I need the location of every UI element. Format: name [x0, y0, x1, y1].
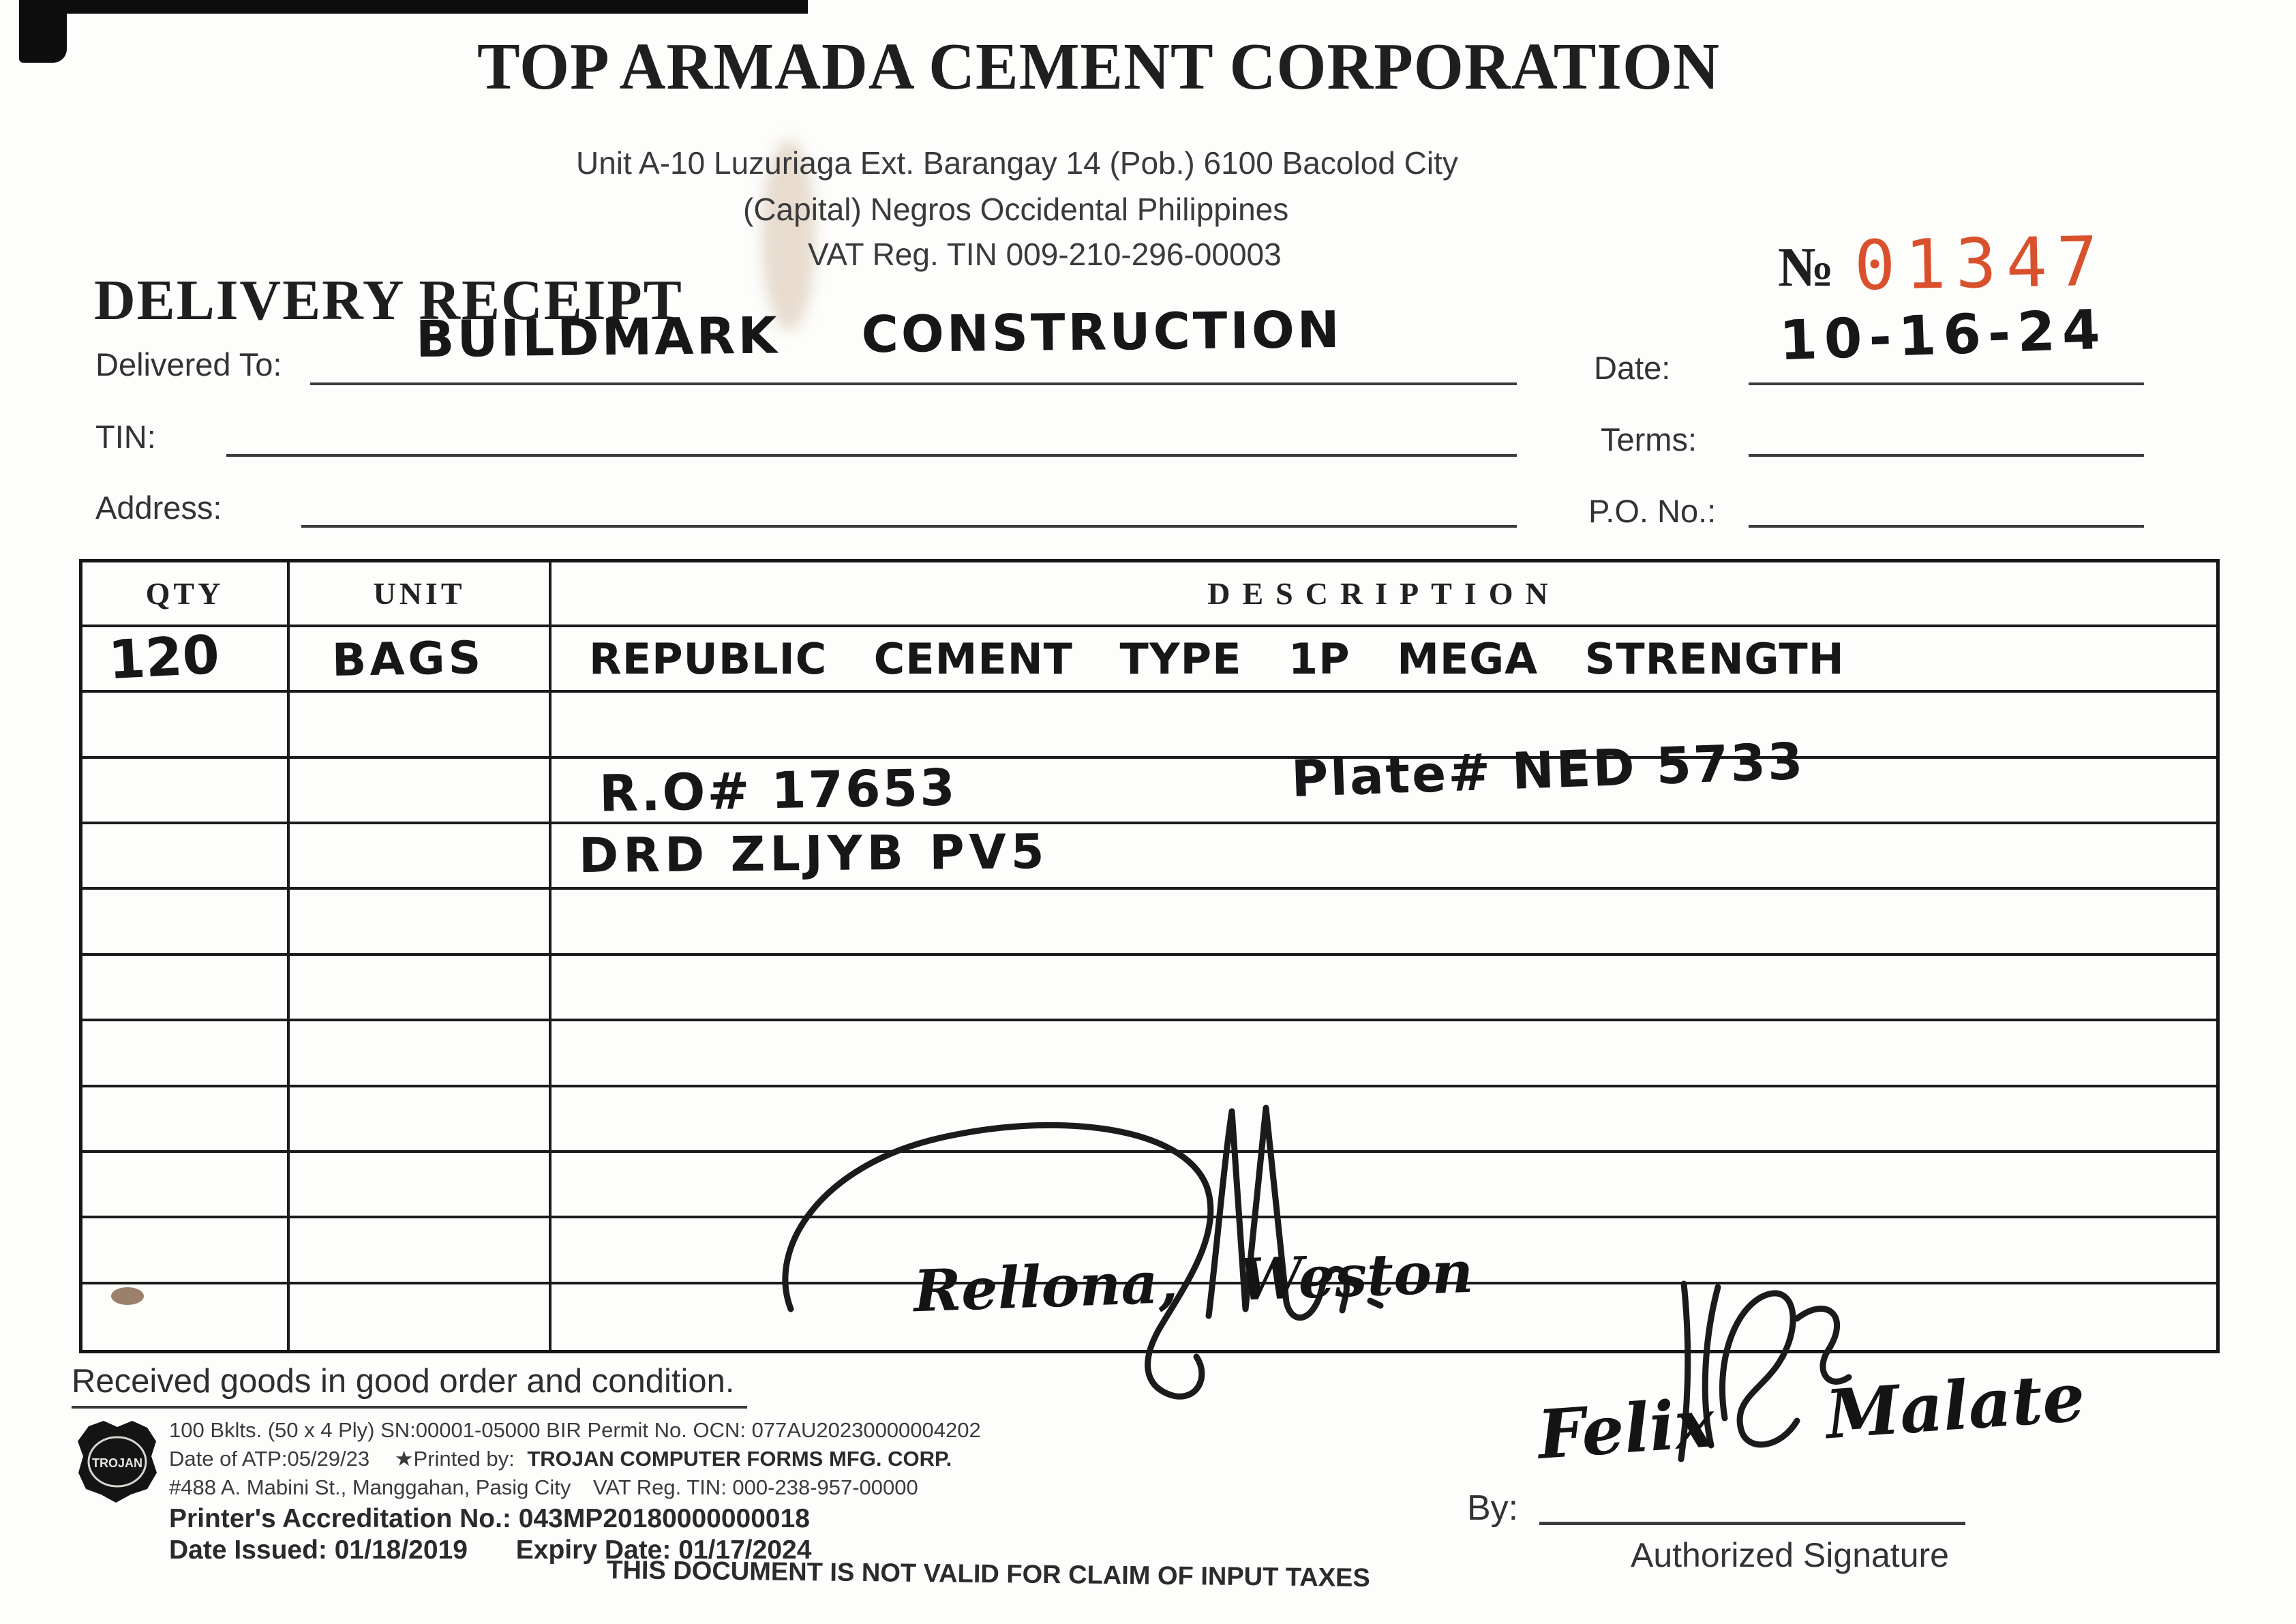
printer-tin: VAT Reg. TIN: 000-238-957-00000 — [592, 1475, 918, 1499]
table-cell — [290, 890, 552, 955]
terms-label: Terms: — [1601, 421, 1697, 457]
authorized-signature-label: Authorized Signature — [1631, 1536, 1949, 1574]
print-info-printed-by: ★Printed by: — [394, 1447, 515, 1471]
delivered-to-value: BUILDMARK CONSTRUCTION — [415, 300, 1343, 370]
table-cell — [552, 824, 2216, 890]
table-cell — [82, 956, 290, 1021]
table-cell — [82, 1087, 290, 1153]
receipt-no-symbol: № — [1778, 236, 1834, 298]
scan-edge-corner — [19, 0, 67, 63]
print-info-line1: 100 Bklts. (50 x 4 Ply) SN:00001-05000 BIR Permit No. OCN: 077AU20230000004202 — [169, 1418, 981, 1442]
recipient-signature-name: Rellona, Weston — [912, 1237, 1475, 1325]
company-vat-line: VAT Reg. TIN 009-210-296-00003 — [808, 237, 1282, 272]
po-no-line — [1749, 488, 2144, 528]
column-header-description: DESCRIPTION — [552, 562, 2216, 627]
table-cell — [290, 1021, 552, 1087]
address-line — [301, 488, 1517, 528]
table-cell — [290, 956, 552, 1021]
table-cell — [82, 1021, 290, 1087]
date-issued: Date Issued: 01/18/2019 — [169, 1535, 468, 1565]
table-cell — [552, 890, 2216, 955]
company-address-line2: (Capital) Negros Occidental Philippines — [743, 192, 1289, 227]
company-address-line1: Unit A-10 Luzuriaga Ext. Barangay 14 (Pob.) 6100 Bacolod City — [576, 145, 1458, 181]
table-cell — [290, 1218, 552, 1284]
printer-logo-text: TROJAN — [91, 1456, 143, 1470]
terms-line — [1749, 417, 2144, 457]
by-label: By: — [1467, 1488, 1519, 1528]
table-cell — [82, 824, 290, 890]
printer-address: #488 A. Mabini St., Manggahan, Pasig City — [169, 1475, 571, 1499]
column-header-unit: UNIT — [290, 562, 552, 627]
print-info-line3 — [169, 1475, 918, 1500]
print-info-atp: Date of ATP:05/29/23 — [169, 1447, 370, 1471]
expiry-date: Expiry Date: 01/17/2024 — [515, 1535, 812, 1565]
table-cell-unit — [290, 627, 552, 693]
plate-number-value: Plate# NED 5733 — [1290, 732, 1806, 809]
tin-line — [226, 417, 1517, 457]
address-label: Address: — [95, 490, 222, 526]
tin-label: TIN: — [95, 419, 156, 455]
authorized-signature-name: Felix Malate — [1535, 1358, 2087, 1475]
qty-value: 120 — [106, 624, 222, 692]
date-value: 10-16-24 — [1778, 297, 2108, 373]
table-cell — [552, 732, 2216, 824]
table-cell — [82, 693, 290, 758]
table-cell — [290, 1087, 552, 1153]
table-cell-description — [552, 627, 2216, 693]
receipt-number: 01347 — [1854, 221, 2109, 306]
unit-value: BAGS — [331, 631, 485, 687]
printer-logo — [76, 1419, 158, 1505]
description-value: REPUBLIC CEMENT TYPE 1P MEGA STRENGTH — [589, 634, 1845, 684]
authorized-signature-line — [1539, 1476, 1965, 1525]
table-cell-qty — [82, 624, 290, 693]
table-cell — [82, 1284, 290, 1350]
delivery-code-value: DRD ZLJYB PV5 — [578, 824, 1049, 884]
po-no-label: P.O. No.: — [1588, 493, 1717, 529]
table-cell — [290, 693, 552, 758]
table-cell — [290, 824, 552, 890]
table-cell — [82, 1153, 290, 1218]
date-label: Date: — [1594, 350, 1671, 386]
table-cell — [290, 759, 552, 824]
table-cell — [82, 890, 290, 955]
print-info-line2 — [169, 1447, 952, 1471]
table-cell — [290, 1153, 552, 1218]
printer-name: TROJAN COMPUTER FORMS MFG. CORP. — [527, 1447, 952, 1471]
table-cell — [82, 1218, 290, 1284]
scan-edge-top — [20, 0, 808, 14]
printer-accreditation: Printer's Accreditation No.: 043MP20180000000018 — [169, 1504, 810, 1533]
document-title: DELIVERY RECEIPT — [94, 269, 683, 332]
table-cell — [82, 759, 290, 824]
table-cell — [552, 1021, 2216, 1087]
table-cell — [552, 956, 2216, 1021]
validity-note: THIS DOCUMENT IS NOT VALID FOR CLAIM OF INPUT TAXES — [607, 1556, 1370, 1593]
delivered-to-label: Delivered To: — [95, 346, 282, 382]
table-cell — [290, 1284, 552, 1350]
ro-number-value: R.O# 17653 — [599, 758, 958, 824]
received-note: Received goods in good order and condition. — [72, 1362, 747, 1409]
column-header-qty: QTY — [82, 562, 290, 627]
company-name: TOP ARMADA CEMENT CORPORATION — [477, 29, 1720, 104]
